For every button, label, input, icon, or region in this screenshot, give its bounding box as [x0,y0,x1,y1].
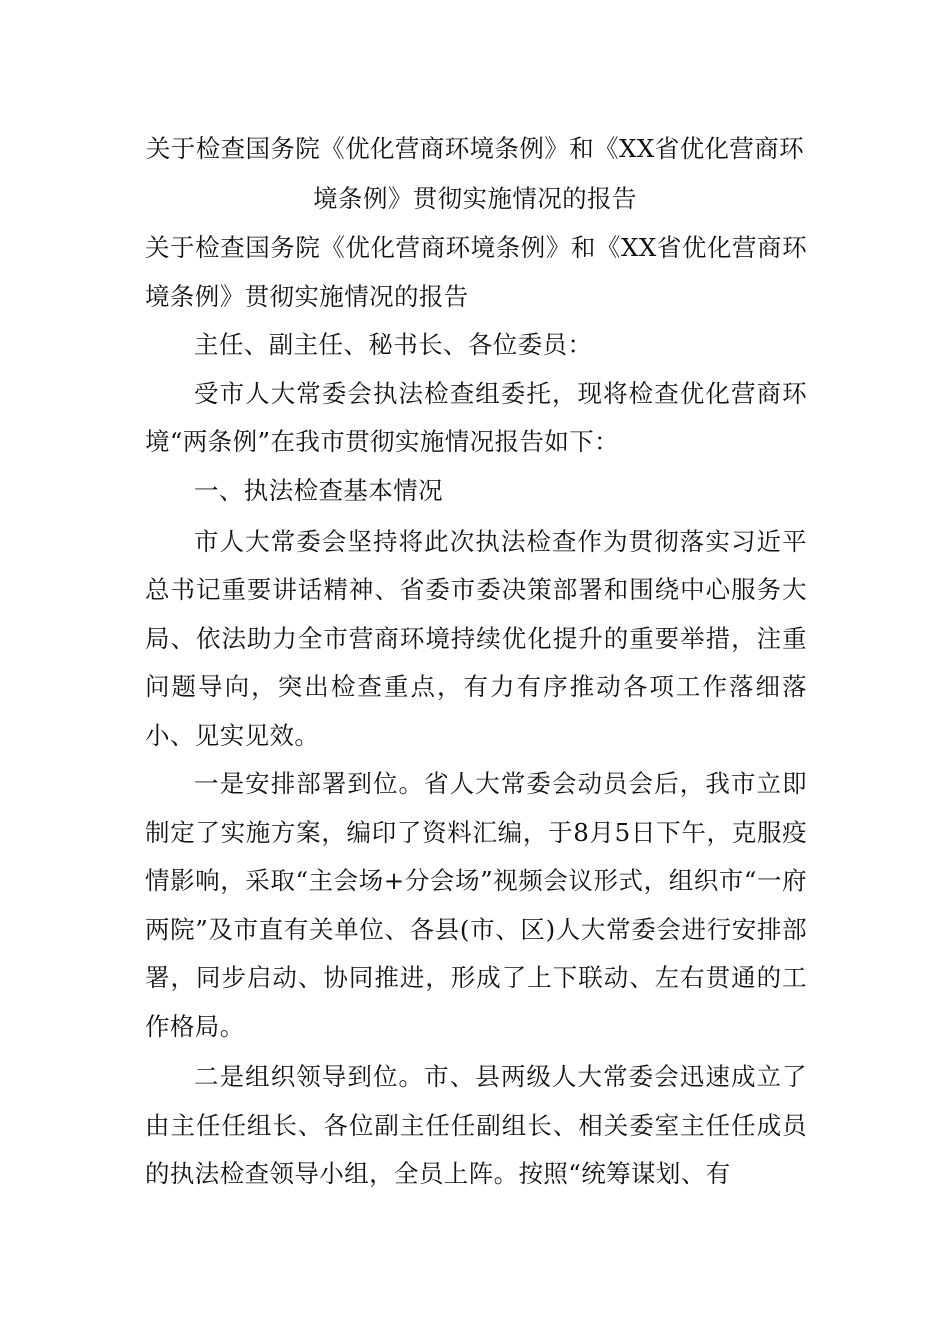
intro-paragraph: 受市人大常委会执法检查组委托，现将检查优化营商环境“两条例”在我市贯彻实施情况报告如下： [145,378,807,456]
overview-paragraph: 市人大常委会坚持将此次执法检查作为贯彻落实习近平总书记重要讲话精神、省委市委决策部署和围绕中心服务大局、依法助力全市营商环境持续优化提升的重要举措，注重问题导向，突出检查重点，有力有序推动各项工作落细落小、见实见效。 [145,526,807,750]
heading-repeat: 关于检查国务院《优化营商环境条例》和《XX省优化营商环境条例》贯彻实施情况的报告 [145,233,807,311]
document-body [145,224,807,1199]
point-two-paragraph: 二是组织领导到位。市、县两级人大常委会迅速成立了由主任任组长、各位副主任任副组长、相关委室主任任成员的执法检查领导小组，全员上阵。按照“统筹谋划、有 [145,1062,807,1188]
section-heading: 一、执法检查基本情况 [194,476,443,505]
salutation: 主任、副主任、秘书长、各位委员： [194,330,593,359]
document-title: 关于检查国务院《优化营商环境条例》和《XX省优化营商环境条例》贯彻实施情况的报告 [145,134,805,213]
point-one-paragraph: 一是安排部署到位。省人大常委会动员会后，我市立即制定了实施方案，编印了资料汇编，于8月5日下午，克服疫情影响，采取“主会场+分会场”视频会议形式，组织市“一府两院”及市直有关单位、各县(市、区)人大常委会进行安排部署，同步启动、协同推进，形成了上下联动、左右贯通的工作格局。 [145,769,807,1041]
